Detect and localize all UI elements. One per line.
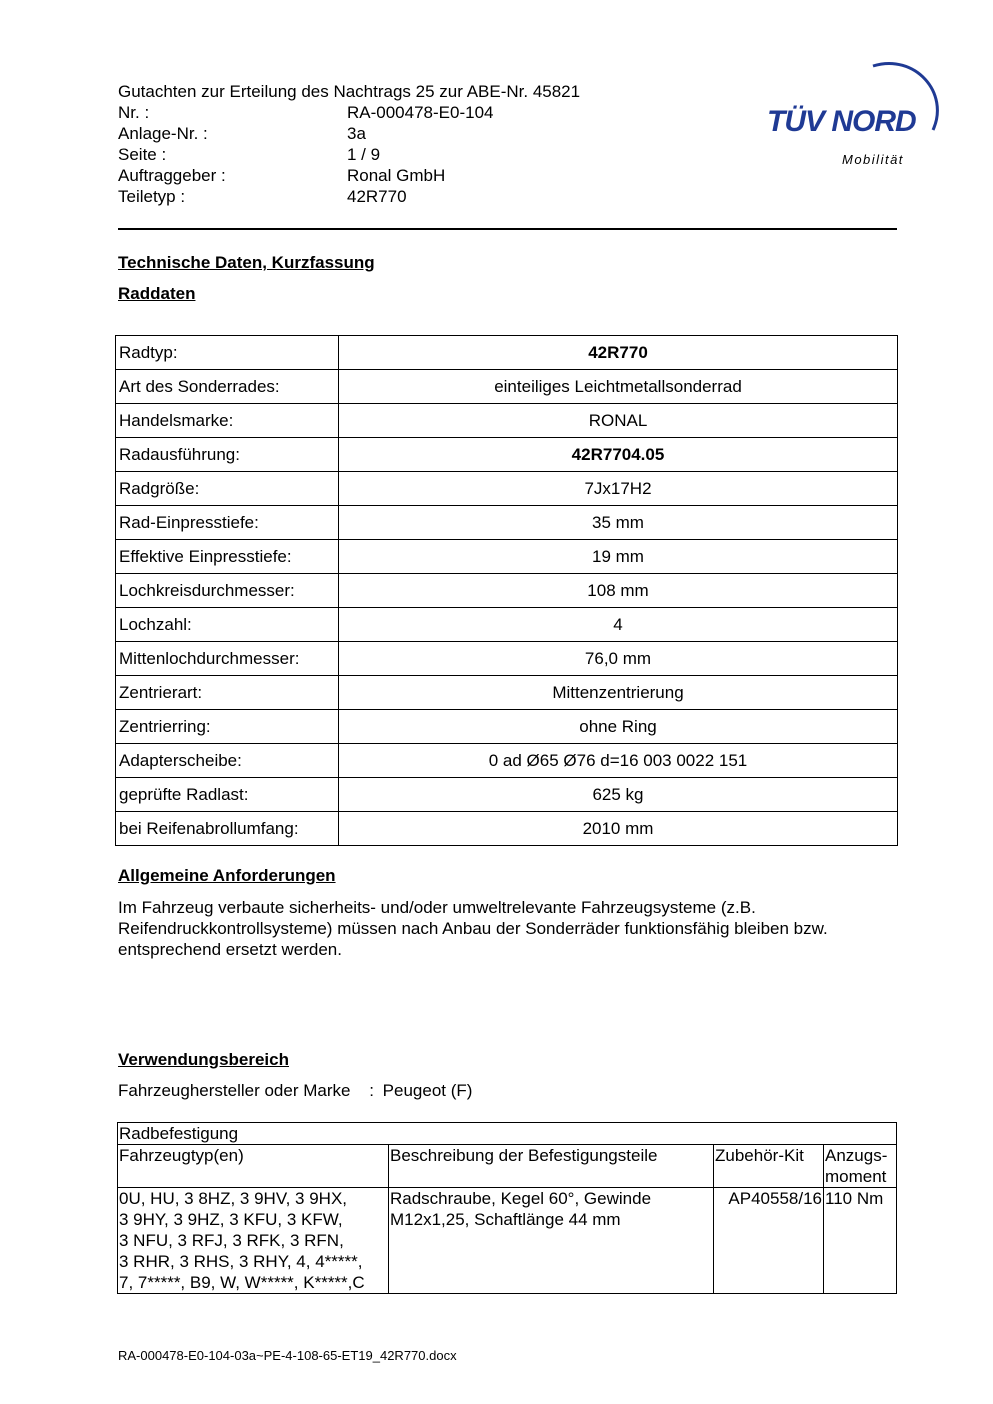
mounting-description — [389, 1188, 714, 1294]
wheel-data-row — [116, 472, 898, 506]
header-row-value: RA-000478-E0-104 — [347, 103, 494, 122]
wheel-data-value: 7Jx17H2 — [339, 472, 898, 506]
wheel-data-value: 42R770 — [339, 336, 898, 370]
wheel-data-row — [116, 404, 898, 438]
mounting-vehicle-types — [118, 1188, 389, 1294]
wheel-data-value: einteiliges Leichtmetallsonderrad — [339, 370, 898, 404]
wheel-data-key: Lochzahl: — [116, 608, 339, 642]
header-row — [118, 144, 580, 165]
header-row-key: Seite : — [118, 145, 167, 164]
mounting-header-description: Beschreibung der Befestigungsteile — [389, 1145, 714, 1188]
general-requirements-text: Im Fahrzeug verbaute sicherheits- und/oder umweltrelevante Fahrzeugsysteme (z.B. Reifendruckkontrollsysteme) müssen nach Anbau der Sonderräder funktionsfähig bleiben bzw. entsprechend ersetzt werden. — [118, 898, 828, 959]
wheel-data-value: Mittenzentrierung — [339, 676, 898, 710]
wheel-data-row — [116, 744, 898, 778]
logo-brand: TÜV NORD — [767, 105, 916, 138]
wheel-data-key: Handelsmarke: — [116, 404, 339, 438]
wheel-data-value: 0 ad Ø65 Ø76 d=16 003 0022 151 — [339, 744, 898, 778]
mounting-table — [117, 1122, 897, 1294]
description-line: Radschraube, Kegel 60°, Gewinde — [390, 1189, 652, 1208]
description-line: M12x1,25, Schaftlänge 44 mm — [390, 1210, 621, 1229]
wheel-data-row — [116, 676, 898, 710]
mounting-header-kit: Zubehör-Kit — [714, 1145, 824, 1188]
section-technical-title: Technische Daten, Kurzfassung — [118, 253, 375, 272]
mounting-kit: AP40558/16 — [714, 1188, 824, 1294]
wheel-data-value: RONAL — [339, 404, 898, 438]
wheel-data-key: Zentrierart: — [116, 676, 339, 710]
section-general-title: Allgemeine Anforderungen — [118, 866, 336, 885]
wheel-data-key: Effektive Einpresstiefe: — [116, 540, 339, 574]
vehicle-type-line: 3 RHR, 3 RHS, 3 RHY, 4, 4*****, — [119, 1252, 363, 1271]
vehicle-type-line: 3 9HY, 3 9HZ, 3 KFU, 3 KFW, — [119, 1210, 343, 1229]
wheel-data-row — [116, 574, 898, 608]
wheel-data-value: ohne Ring — [339, 710, 898, 744]
header-row-value: 3a — [347, 124, 366, 143]
header-row-key: Anlage-Nr. : — [118, 124, 208, 143]
wheel-data-row — [116, 778, 898, 812]
mounting-data-row — [118, 1188, 897, 1294]
header-row-key: Nr. : — [118, 103, 150, 122]
wheel-data-key: Radausführung: — [116, 438, 339, 472]
vehicle-type-line: 3 NFU, 3 RFJ, 3 RFK, 3 RFN, — [119, 1231, 344, 1250]
section-wheel-data-title: Raddaten — [118, 284, 196, 303]
header-row — [118, 165, 580, 186]
wheel-data-row — [116, 336, 898, 370]
vehicle-type-line: 0U, HU, 3 8HZ, 3 9HV, 3 9HX, — [119, 1189, 348, 1208]
wheel-data-row — [116, 540, 898, 574]
mounting-torque: 110 Nm — [824, 1188, 897, 1294]
header-row-key: Auftraggeber : — [118, 166, 226, 185]
wheel-data-row — [116, 370, 898, 404]
wheel-data-value: 4 — [339, 608, 898, 642]
vehicle-type-line: 7, 7*****, B9, W, W*****, K*****,C — [119, 1273, 365, 1292]
mounting-header-torque: Anzugs- moment — [824, 1145, 897, 1188]
manufacturer-separator: : — [369, 1081, 374, 1100]
manufacturer-line — [118, 1081, 472, 1101]
wheel-data-value: 625 kg — [339, 778, 898, 812]
header-row — [118, 123, 580, 144]
wheel-data-key: Art des Sonderrades: — [116, 370, 339, 404]
manufacturer-label: Fahrzeughersteller oder Marke — [118, 1081, 351, 1100]
wheel-data-key: Rad-Einpresstiefe: — [116, 506, 339, 540]
wheel-data-key: geprüfte Radlast: — [116, 778, 339, 812]
section-usage-title: Verwendungsbereich — [118, 1050, 289, 1069]
header-row-value: 42R770 — [347, 187, 407, 206]
header-row-value: Ronal GmbH — [347, 166, 446, 185]
wheel-data-row — [116, 438, 898, 472]
wheel-data-value: 19 mm — [339, 540, 898, 574]
wheel-data-key: bei Reifenabrollumfang: — [116, 812, 339, 846]
wheel-data-key: Lochkreisdurchmesser: — [116, 574, 339, 608]
wheel-data-row — [116, 608, 898, 642]
wheel-data-value: 35 mm — [339, 506, 898, 540]
tuev-nord-logo — [765, 58, 945, 173]
wheel-data-row — [116, 710, 898, 744]
wheel-data-key: Radgröße: — [116, 472, 339, 506]
header-row-key: Teiletyp : — [118, 187, 186, 206]
wheel-data-value: 108 mm — [339, 574, 898, 608]
manufacturer-value: Peugeot (F) — [382, 1081, 473, 1100]
wheel-data-row — [116, 642, 898, 676]
header-row-value: 1 / 9 — [347, 145, 381, 164]
wheel-data-key: Mittenlochdurchmesser: — [116, 642, 339, 676]
wheel-data-key: Adapterscheibe: — [116, 744, 339, 778]
mounting-header-types: Fahrzeugtyp(en) — [118, 1145, 389, 1188]
wheel-data-table — [115, 335, 898, 846]
wheel-data-value: 76,0 mm — [339, 642, 898, 676]
header-row — [118, 186, 580, 207]
header-title: Gutachten zur Erteilung des Nachtrags 25 zur ABE-Nr. 45821 — [118, 82, 581, 101]
mounting-caption-row — [118, 1123, 897, 1145]
wheel-data-row — [116, 812, 898, 846]
header-row — [118, 102, 580, 123]
wheel-data-value: 2010 mm — [339, 812, 898, 846]
document-header — [118, 81, 580, 207]
wheel-data-key: Zentrierring: — [116, 710, 339, 744]
wheel-data-value: 42R7704.05 — [339, 438, 898, 472]
header-rows — [118, 102, 580, 207]
footer-filename: RA-000478-E0-104-03a~PE-4-108-65-ET19_42R770.docx — [118, 1348, 457, 1363]
mounting-header-row — [118, 1145, 897, 1188]
wheel-data-row — [116, 506, 898, 540]
logo-subtitle: Mobilität — [842, 152, 904, 167]
header-divider — [118, 228, 897, 230]
mounting-caption: Radbefestigung — [118, 1123, 897, 1145]
wheel-data-key: Radtyp: — [116, 336, 339, 370]
